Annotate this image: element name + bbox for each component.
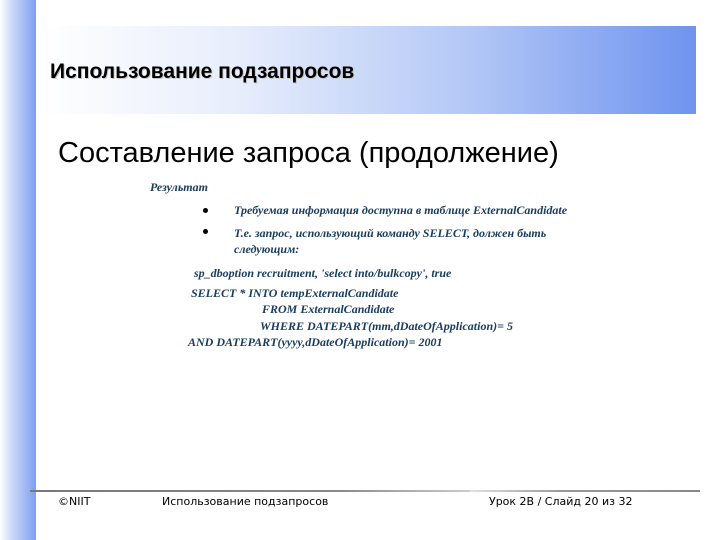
result-label: Результат	[150, 180, 208, 194]
code-line-1: sp_dboption recruitment, 'select into/bulkcopy', true	[194, 266, 452, 280]
footer-divider-left	[30, 490, 470, 492]
slide-title: Использование подзапросов	[50, 60, 355, 83]
code-line-2: SELECT * INTO tempExternalCandidate	[191, 286, 399, 300]
bullet-item-2	[234, 225, 546, 257]
bullet-item-2-line-2: следующим:	[234, 242, 300, 256]
footer-copyright: ©NIIT	[58, 495, 91, 508]
footer-slide-number: Урок 2B / Слайд 20 из 32	[489, 495, 633, 508]
slide-subtitle: Составление запроса (продолжение)	[58, 137, 559, 169]
footer-topic: Использование подзапросов	[162, 495, 329, 508]
footer-divider-right	[470, 490, 700, 492]
code-line-3: FROM ExternalCandidate	[262, 302, 395, 316]
code-line-5: AND DATEPART(yyyy,dDateOfApplication)= 2001	[188, 335, 443, 349]
left-bar-divider	[36, 0, 38, 540]
code-line-4: WHERE DATEPART(mm,dDateOfApplication)= 5	[260, 319, 513, 333]
bullet-dot	[203, 208, 208, 213]
left-decorative-bar	[0, 0, 36, 540]
bullet-dot	[203, 229, 208, 234]
bullet-item-2-line-1: Т.е. запрос, использующий команду SELECT, должен быть	[234, 226, 547, 240]
bullet-item-1: Требуемая информация доступна в таблице ExternalCandidate	[234, 203, 568, 217]
